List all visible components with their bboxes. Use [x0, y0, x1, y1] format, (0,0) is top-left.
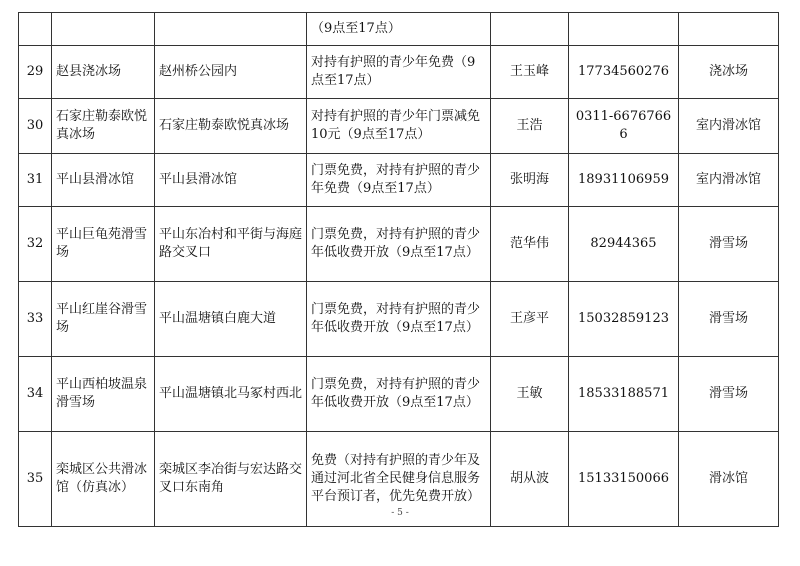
- cell-name: 石家庄勒泰欧悦真冰场: [52, 99, 155, 154]
- cell-fee: （9点至17点）: [307, 13, 491, 46]
- cell-name: 平山红崖谷滑雪场: [52, 282, 155, 357]
- cell-address: 平山温塘镇白鹿大道: [155, 282, 307, 357]
- cell-no: 35: [19, 432, 52, 527]
- cell-address: 栾城区李冶街与宏达路交叉口东南角: [155, 432, 307, 527]
- cell-phone: 0311-66767666: [569, 99, 679, 154]
- cell-no: 34: [19, 357, 52, 432]
- cell-no: 31: [19, 154, 52, 207]
- cell-name: 平山西柏坡温泉滑雪场: [52, 357, 155, 432]
- cell-no: [19, 13, 52, 46]
- cell-address: 赵州桥公园内: [155, 46, 307, 99]
- cell-name: 栾城区公共滑冰馆（仿真冰）: [52, 432, 155, 527]
- cell-address: 平山东冶村和平街与海庭路交叉口: [155, 207, 307, 282]
- cell-type: 滑冰馆: [679, 432, 779, 527]
- cell-phone: 17734560276: [569, 46, 679, 99]
- cell-type: 室内滑冰馆: [679, 99, 779, 154]
- cell-fee: 门票免费，对持有护照的青少年低收费开放（9点至17点）: [307, 282, 491, 357]
- cell-contact: 王浩: [491, 99, 569, 154]
- cell-contact: 王彦平: [491, 282, 569, 357]
- cell-phone: 82944365: [569, 207, 679, 282]
- cell-type: 滑雪场: [679, 357, 779, 432]
- cell-type: [679, 13, 779, 46]
- cell-fee: 对持有护照的青少年免费（9点至17点）: [307, 46, 491, 99]
- cell-type: 室内滑冰馆: [679, 154, 779, 207]
- cell-name: 赵县浇冰场: [52, 46, 155, 99]
- cell-fee: 门票免费，对持有护照的青少年免费（9点至17点）: [307, 154, 491, 207]
- table-row: [19, 207, 779, 282]
- table-row: [19, 13, 779, 46]
- cell-contact: 王敏: [491, 357, 569, 432]
- table-row: [19, 357, 779, 432]
- cell-phone: 18931106959: [569, 154, 679, 207]
- cell-phone: 15032859123: [569, 282, 679, 357]
- cell-address: [155, 13, 307, 46]
- table-row: [19, 99, 779, 154]
- cell-no: 30: [19, 99, 52, 154]
- cell-phone: [569, 13, 679, 46]
- cell-contact: 范华伟: [491, 207, 569, 282]
- cell-name: [52, 13, 155, 46]
- cell-fee: 对持有护照的青少年门票减免10元（9点至17点）: [307, 99, 491, 154]
- cell-name: 平山巨龟苑滑雪场: [52, 207, 155, 282]
- cell-phone: 15133150066: [569, 432, 679, 527]
- cell-contact: 王玉峰: [491, 46, 569, 99]
- cell-fee: 门票免费，对持有护照的青少年低收费开放（9点至17点）: [307, 357, 491, 432]
- cell-type: 浇冰场: [679, 46, 779, 99]
- cell-no: 33: [19, 282, 52, 357]
- cell-contact: [491, 13, 569, 46]
- cell-no: 29: [19, 46, 52, 99]
- table-row: [19, 154, 779, 207]
- cell-name: 平山县滑冰馆: [52, 154, 155, 207]
- cell-fee: 免费（对持有护照的青少年及通过河北省全民健身信息服务平台预订者，优先免费开放）: [307, 432, 491, 527]
- cell-no: 32: [19, 207, 52, 282]
- table-row: [19, 282, 779, 357]
- cell-phone: 18533188571: [569, 357, 679, 432]
- cell-fee: 门票免费，对持有护照的青少年低收费开放（9点至17点）: [307, 207, 491, 282]
- page-number: - 5 -: [391, 508, 409, 518]
- cell-address: 平山温塘镇北马冢村西北: [155, 357, 307, 432]
- cell-type: 滑雪场: [679, 207, 779, 282]
- cell-address: 石家庄勒泰欧悦真冰场: [155, 99, 307, 154]
- cell-contact: 张明海: [491, 154, 569, 207]
- table-row: [19, 46, 779, 99]
- cell-address: 平山县滑冰馆: [155, 154, 307, 207]
- venue-table: [18, 12, 779, 527]
- cell-contact: 胡从波: [491, 432, 569, 527]
- cell-type: 滑雪场: [679, 282, 779, 357]
